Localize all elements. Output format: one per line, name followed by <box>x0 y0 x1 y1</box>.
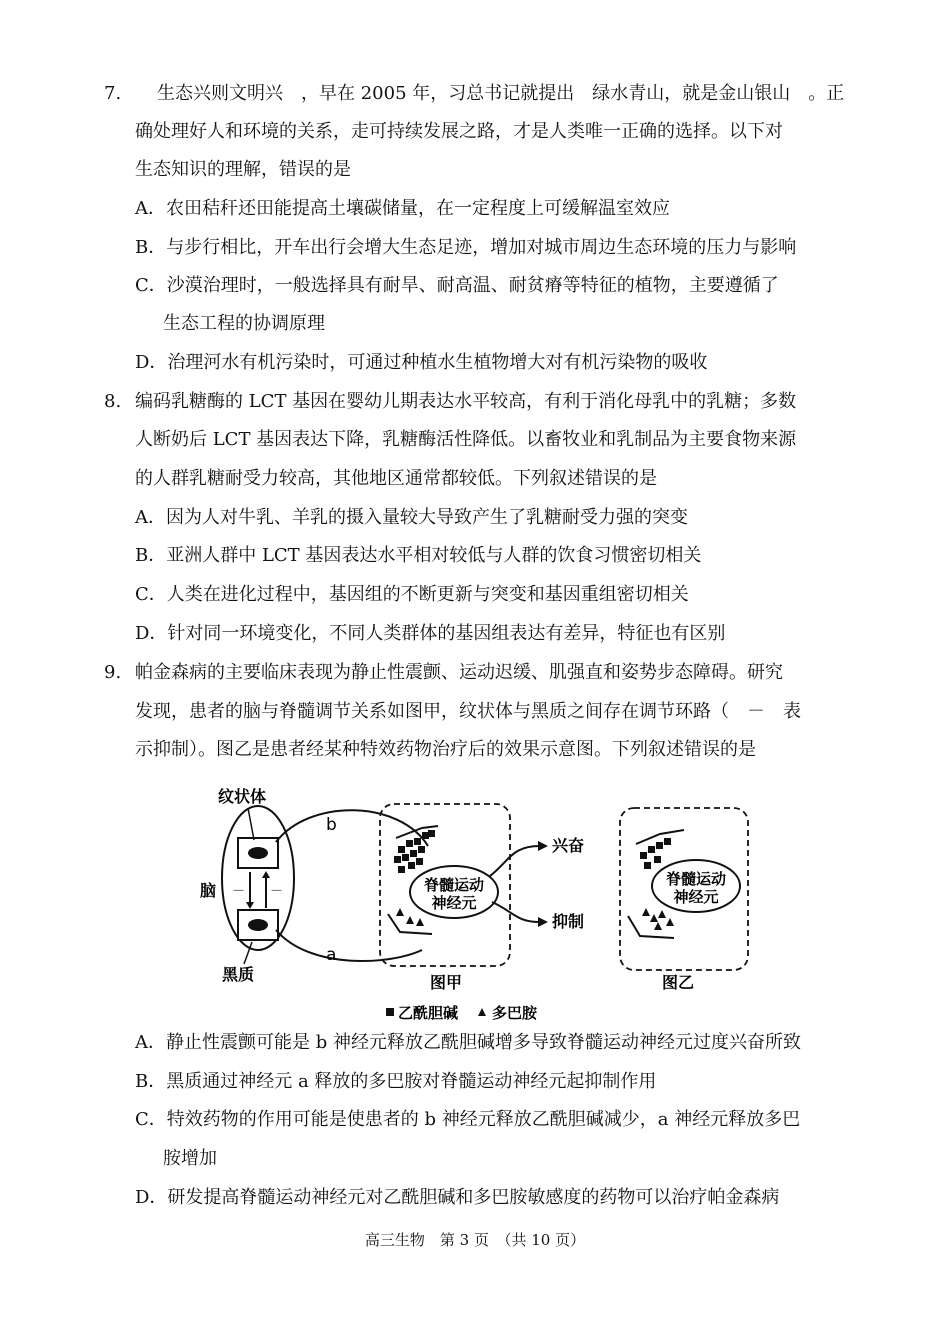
label-figure-jia: 图甲 <box>430 973 463 992</box>
substantia-nucleus <box>248 919 268 931</box>
q8-option-b: B．亚洲人群中 LCT 基因表达水平相对较低与人群的饮食习惯密切相关 <box>135 545 702 566</box>
label-b: b <box>326 815 337 835</box>
legend-ach-label: 乙酰胆碱 <box>398 1004 459 1022</box>
q8-stem-line-3: 的人群乳糖耐受力较高，其他地区通常都较低。下列叙述错误的是 <box>135 468 657 489</box>
svg-text:脊髓运动: 脊髓运动 <box>665 870 727 888</box>
svg-text:神经元: 神经元 <box>431 894 477 912</box>
legend-dopamine-label: 多巴胺 <box>492 1004 538 1022</box>
loop-minus-right: － <box>270 884 284 899</box>
q7-option-b: B．与步行相比，开车出行会增大生态足迹，增加对城市周边生态环境的压力与影响 <box>135 237 797 258</box>
q7-number: 7. <box>104 83 122 104</box>
dopamine-molecules-jia <box>396 908 424 926</box>
q9-option-c: C．特效药物的作用可能是使患者的 b 神经元释放乙酰胆碱减少，a 神经元释放多巴 <box>135 1109 801 1130</box>
label-a: a <box>326 945 337 965</box>
q8-stem-line-2: 人断奶后 LCT 基因表达下降，乳糖酶活性降低。以畜牧业和乳制品为主要食物来源 <box>135 429 797 450</box>
label-brain: 脑 <box>200 881 217 900</box>
q9-option-a: A．静止性震颤可能是 b 神经元释放乙酰胆碱增多导致脊髓运动神经元过度兴奋所致 <box>135 1032 801 1053</box>
q9-option-d: D．研发提高脊髓运动神经元对乙酰胆碱和多巴胺敏感度的药物可以治疗帕金森病 <box>135 1187 780 1208</box>
label-figure-yi: 图乙 <box>662 973 695 992</box>
q9-number: 9. <box>104 662 122 683</box>
q9-option-c-cont: 胺增加 <box>163 1148 217 1169</box>
q7-stem-line-2: 确处理好人和环境的关系，走可持续发展之路，才是人类唯一正确的选择。以下对 <box>135 121 783 142</box>
q9-stem-line-2: 发现，患者的脑与脊髓调节关系如图甲，纹状体与黑质之间存在调节环路（ － 表 <box>135 701 801 722</box>
q7-option-a: A．农田秸秆还田能提高土壤碳储量，在一定程度上可缓解温室效应 <box>135 198 670 219</box>
q9-option-b: B．黑质通过神经元 a 释放的多巴胺对脊髓运动神经元起抑制作用 <box>135 1071 657 1092</box>
q9-stem-line-1: 帕金森病的主要临床表现为静止性震颤、运动迟缓、肌强直和姿势步态障碍。研究 <box>135 662 783 683</box>
label-substantia: 黑质 <box>222 965 255 984</box>
q8-number: 8. <box>104 391 122 412</box>
svg-text:神经元: 神经元 <box>673 888 719 906</box>
legend-ach-icon <box>386 1008 394 1016</box>
q7-option-c-cont: 生态工程的协调原理 <box>163 313 325 334</box>
label-excite: 兴奋 <box>552 836 585 855</box>
ach-molecules-yi <box>640 838 671 869</box>
loop-minus-left: － <box>232 884 246 899</box>
label-striatum: 纹状体 <box>218 787 267 806</box>
svg-text:脊髓运动: 脊髓运动 <box>423 876 485 894</box>
q7-stem-line-3: 生态知识的理解，错误的是 <box>135 159 351 180</box>
page-footer: 高三生物 第 3 页 （共 10 页） <box>364 1231 586 1249</box>
neuron-a-path <box>276 930 422 961</box>
q7-option-d: D．治理河水有机污染时，可通过种植水生植物增大对有机污染物的吸收 <box>135 352 708 373</box>
q8-option-a: A．因为人对牛乳、羊乳的摄入量较大导致产生了乳糖耐受力强的突变 <box>135 507 688 528</box>
q9-diagram <box>200 780 760 1030</box>
striatum-nucleus <box>248 847 268 859</box>
q8-option-d: D．针对同一环境变化，不同人类群体的基因组表达有差异，特征也有区别 <box>135 623 726 644</box>
q8-option-c: C．人类在进化过程中，基因组的不断更新与突变和基因重组密切相关 <box>135 584 689 605</box>
q9-stem-line-3: 示抑制）。图乙是患者经某种特效药物治疗后的效果示意图。下列叙述错误的是 <box>135 739 756 760</box>
dopamine-molecules-yi <box>642 908 674 930</box>
q8-stem-line-1: 编码乳糖酶的 LCT 基因在婴幼儿期表达水平较高，有利于消化母乳中的乳糖；多数 <box>135 391 797 412</box>
label-inhibit: 抑制 <box>552 912 585 931</box>
q7-option-c: C．沙漠治理时，一般选择具有耐旱、耐高温、耐贫瘠等特征的植物，主要遵循了 <box>135 275 779 296</box>
neuron-b-path <box>276 810 428 846</box>
legend-dopamine-icon <box>478 1008 486 1016</box>
q7-stem-line-1: 生态兴则文明兴 ，早在 2005 年，习总书记就提出 绿水青山，就是金山银山 。正 <box>157 83 845 104</box>
